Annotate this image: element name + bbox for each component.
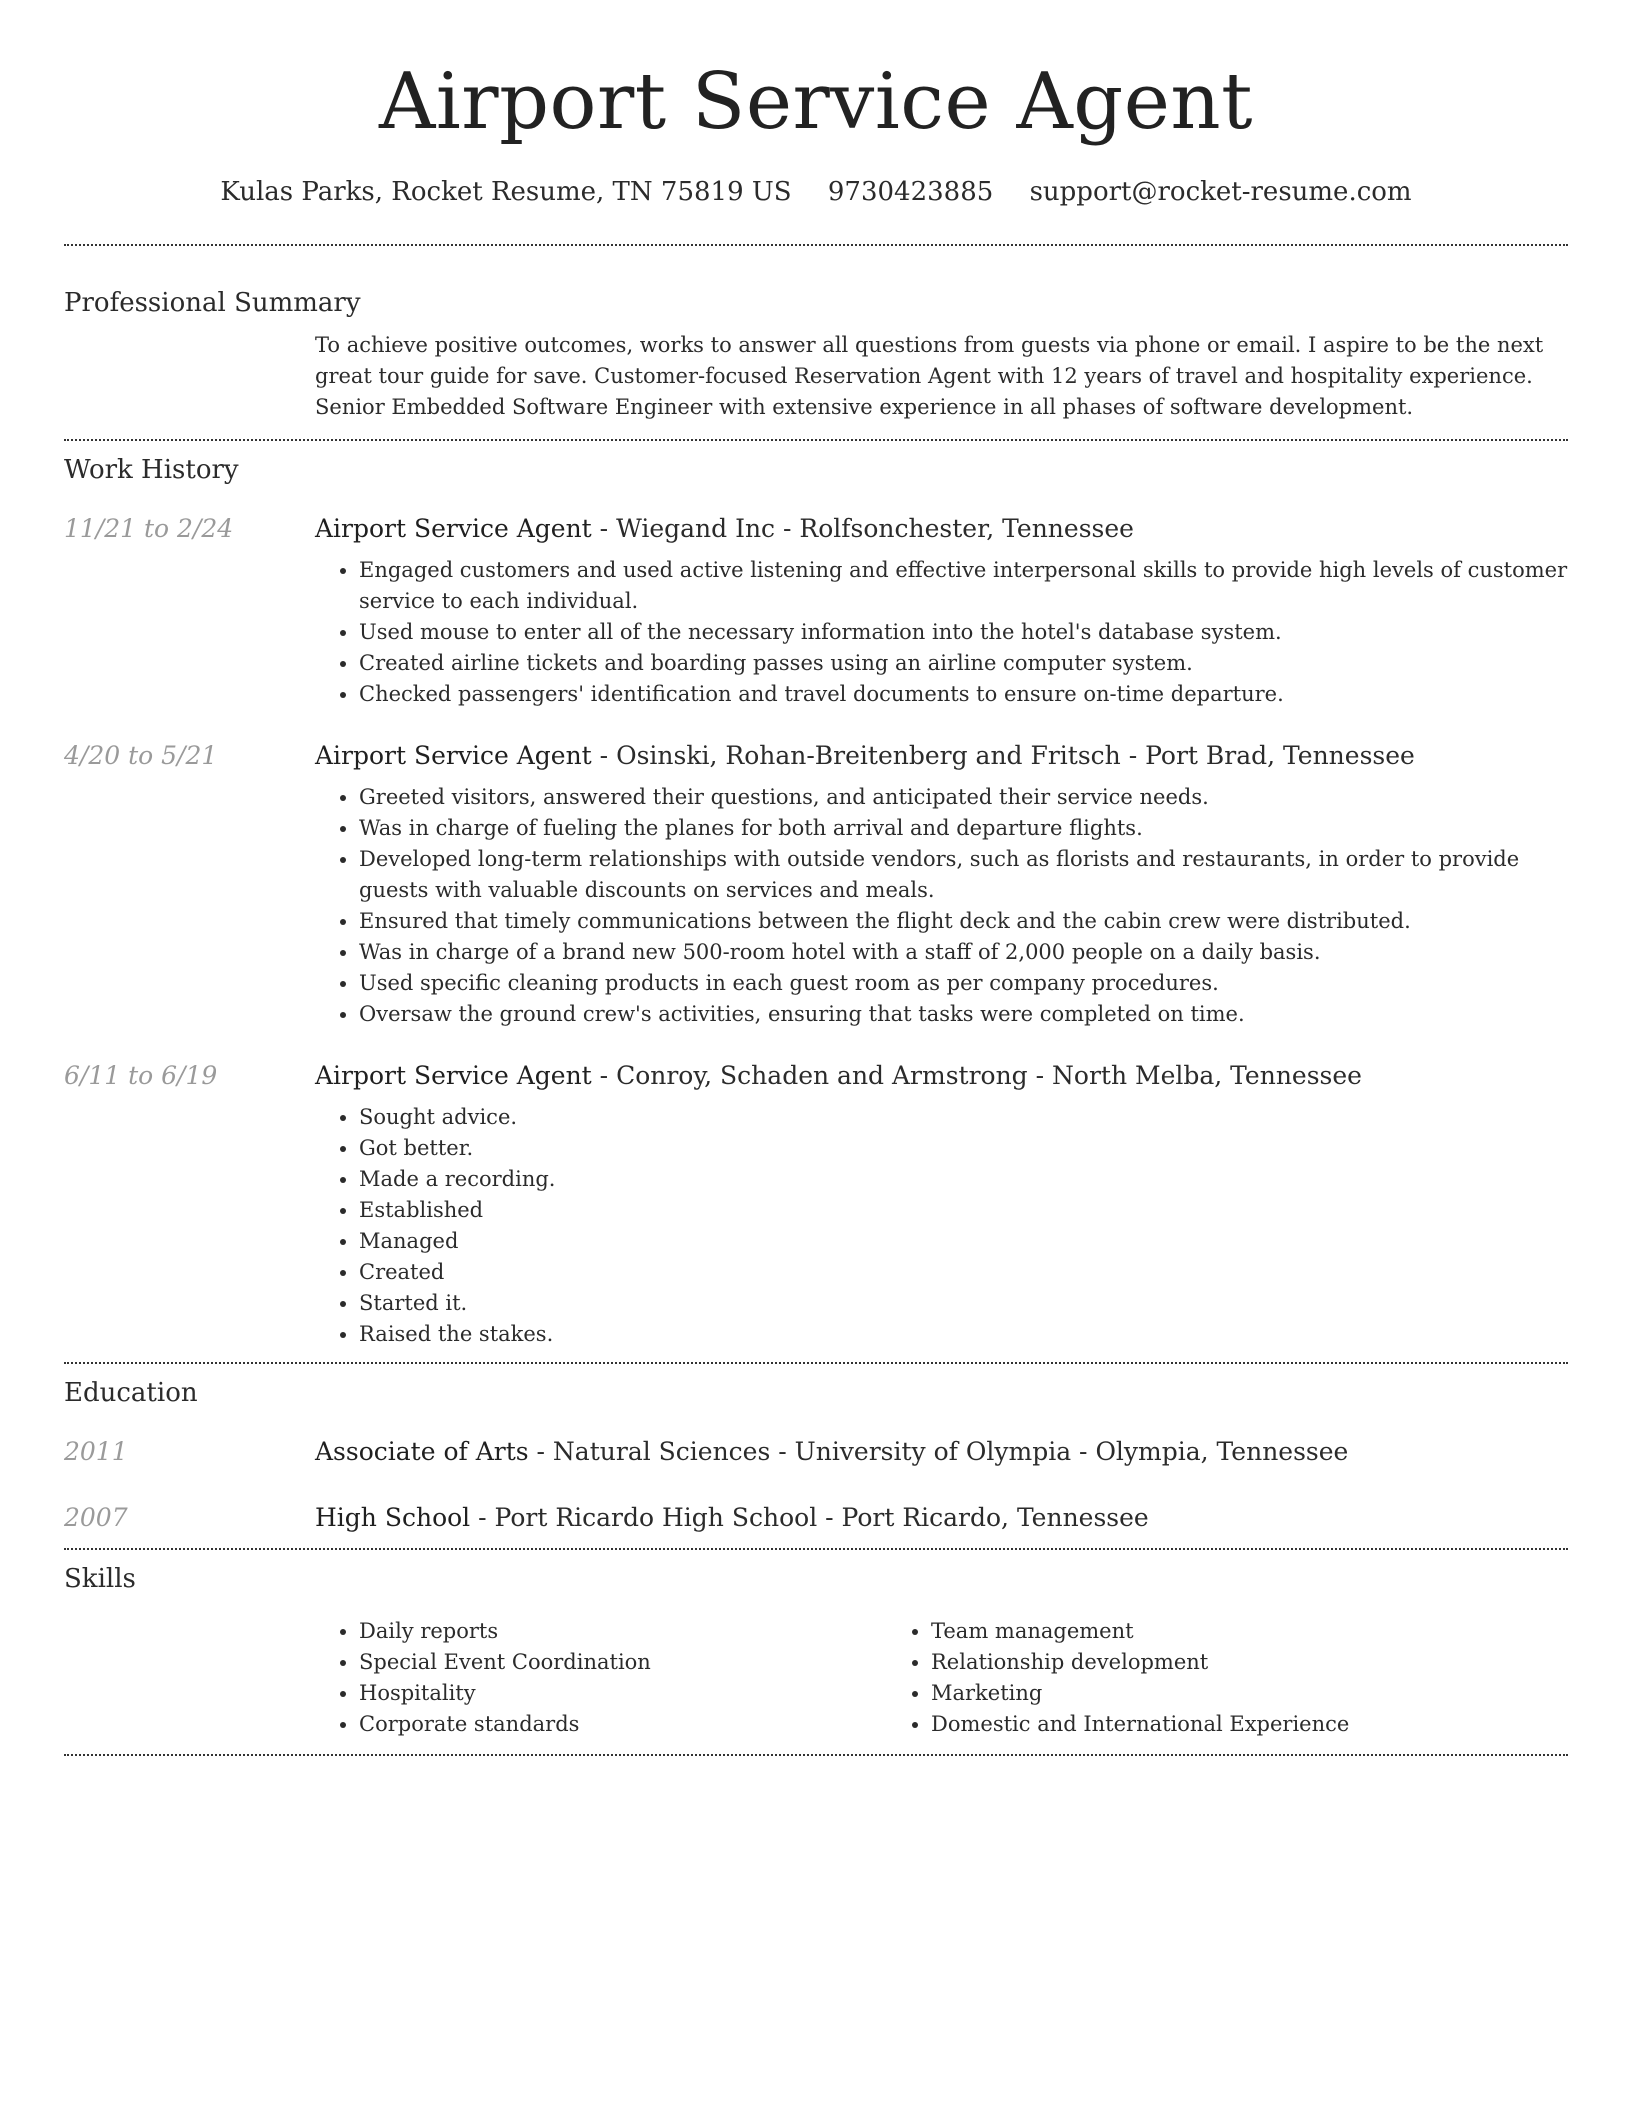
education-year: 2007 <box>64 1503 128 1532</box>
education-year: 2011 <box>64 1437 128 1466</box>
education-school-location: - Port Ricardo High School - Port Ricardo, Tennessee <box>470 1503 1149 1532</box>
list-item: • Engaged customers and used active listening and effective interpersonal skills to provide high levels of customer service to each individual. <box>359 555 1568 617</box>
job-dates: 6/11 to 6/19 <box>64 1061 218 1090</box>
job-dates: 11/21 to 2/24 <box>64 514 234 543</box>
education-heading: Education <box>64 1378 198 1408</box>
skills-section <box>64 1550 1568 1740</box>
list-item: • Corporate standards <box>359 1709 887 1740</box>
list-item: • Managed <box>359 1226 1568 1257</box>
list-item: • Developed long-term relationships with outside vendors, such as florists and restaurants, in order to provide guests with valuable discounts on services and meals. <box>359 844 1568 906</box>
job-heading <box>315 740 1568 772</box>
education-school-location: - Natural Sciences - University of Olympia - Olympia, Tennessee <box>528 1437 1349 1466</box>
list-item: • Greeted visitors, answered their questions, and anticipated their service needs. <box>359 782 1568 813</box>
contact-address: Kulas Parks, Rocket Resume, TN 75819 US <box>220 177 792 207</box>
education-degree: Associate of Arts <box>315 1437 529 1466</box>
education-entry <box>64 1502 1568 1534</box>
job-body <box>315 513 1568 710</box>
list-item: • Used specific cleaning products in each guest room as per company procedures. <box>359 968 1568 999</box>
education-degree: High School <box>315 1503 471 1532</box>
skills-heading: Skills <box>64 1564 136 1594</box>
skills-list-right <box>887 1616 1459 1740</box>
job-role: Airport Service Agent <box>315 1061 592 1090</box>
list-item: • Ensured that timely communications between the flight deck and the cabin crew were distributed. <box>359 906 1568 937</box>
education-entry <box>64 1436 1568 1468</box>
contact-phone: 9730423885 <box>827 177 994 207</box>
job-body <box>315 1060 1568 1350</box>
summary-heading: Professional Summary <box>64 288 361 318</box>
section-divider <box>64 1754 1568 1756</box>
list-item: • Team management <box>931 1616 1459 1647</box>
candidate-name: Airport Service Agent <box>379 57 1253 147</box>
contact-email: support@rocket-resume.com <box>1029 177 1412 207</box>
job-heading <box>315 513 1568 545</box>
list-item: • Created airline tickets and boarding passes using an airline computer system. <box>359 648 1568 679</box>
list-item: • Hospitality <box>359 1678 887 1709</box>
list-item: • Was in charge of a brand new 500-room hotel with a staff of 2,000 people on a daily basis. <box>359 937 1568 968</box>
job-employer-location: - Wiegand Inc - Rolfsonchester, Tennessee <box>591 514 1134 543</box>
resume-header <box>64 0 1568 210</box>
list-item: • Raised the stakes. <box>359 1319 1568 1350</box>
list-item: • Was in charge of fueling the planes for both arrival and departure flights. <box>359 813 1568 844</box>
skills-list-left <box>315 1616 887 1740</box>
list-item: • Got better. <box>359 1133 1568 1164</box>
list-item: • Checked passengers' identification and travel documents to ensure on-time departure. <box>359 679 1568 710</box>
job-body <box>315 740 1568 1030</box>
education-heading-line <box>315 1502 1149 1534</box>
job-dates: 4/20 to 5/21 <box>64 741 218 770</box>
work-history-heading: Work History <box>64 455 239 485</box>
list-item: • Special Event Coordination <box>359 1647 887 1678</box>
list-item: • Oversaw the ground crew's activities, ensuring that tasks were completed on time. <box>359 999 1568 1030</box>
job-bullets <box>315 555 1568 710</box>
skills-columns <box>315 1616 1568 1740</box>
list-item: • Established <box>359 1195 1568 1226</box>
summary-section <box>64 246 1568 423</box>
job-bullets <box>315 782 1568 1030</box>
list-item: • Marketing <box>931 1678 1459 1709</box>
contact-line <box>64 174 1568 210</box>
job-role: Airport Service Agent <box>315 741 592 770</box>
summary-text: To achieve positive outcomes, works to answer all questions from guests via phone or email. I aspire to be the next great tour guide for save. Customer-focused Reservation Agent with 12 years of travel and hospitality experience. Senior Embedded Software Engineer with extensive experience in all phases of software development. <box>315 333 1544 419</box>
list-item: • Relationship development <box>931 1647 1459 1678</box>
job-bullets <box>315 1102 1568 1350</box>
list-item: • Daily reports <box>359 1616 887 1647</box>
job-entry <box>64 513 1568 710</box>
list-item: • Started it. <box>359 1288 1568 1319</box>
education-heading-line <box>315 1436 1348 1468</box>
job-employer-location: - Conroy, Schaden and Armstrong - North Melba, Tennessee <box>591 1061 1362 1090</box>
list-item: • Sought advice. <box>359 1102 1568 1133</box>
work-history-section <box>64 441 1568 1350</box>
job-entry <box>64 1060 1568 1350</box>
job-entry <box>64 740 1568 1030</box>
job-employer-location: - Osinski, Rohan-Breitenberg and Fritsch - Port Brad, Tennessee <box>591 741 1415 770</box>
list-item: • Made a recording. <box>359 1164 1568 1195</box>
list-item: • Domestic and International Experience <box>931 1709 1459 1740</box>
job-role: Airport Service Agent <box>315 514 592 543</box>
list-item: • Created <box>359 1257 1568 1288</box>
list-item: • Used mouse to enter all of the necessary information into the hotel's database system. <box>359 617 1568 648</box>
education-section <box>64 1364 1568 1534</box>
job-heading <box>315 1060 1568 1092</box>
